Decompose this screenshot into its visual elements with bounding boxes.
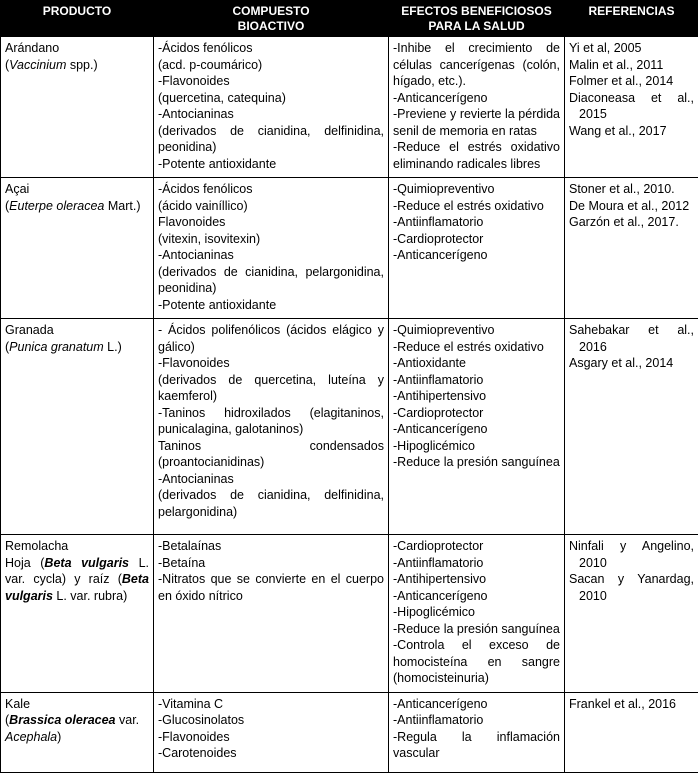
effect-item: -Quimiopreventivo — [393, 181, 560, 198]
effect-item: -Previene y revierte la pérdida senil de memoria en ratas — [393, 106, 560, 139]
effect-item: -Antioxidante — [393, 355, 560, 372]
reference-item: De Moura et al., 2012 — [569, 198, 694, 215]
reference-item: Garzón et al., 2017. — [569, 214, 694, 231]
compounds-cell — [154, 37, 389, 178]
compounds-cell — [154, 178, 389, 319]
table-row — [1, 535, 698, 693]
reference-item: Sahebakar et al., 2016 — [569, 322, 694, 355]
header-line: REFERENCIAS — [569, 4, 694, 19]
effect-item: -Antiinflamatorio — [393, 712, 560, 729]
effect-item: -Regula la inflamación vascular — [393, 729, 560, 762]
effects-cell — [389, 535, 565, 693]
effect-item: -Hipoglicémico — [393, 438, 560, 455]
compound-item: -Ácidos fenólicos — [158, 181, 384, 198]
effect-item: -Anticancerígeno — [393, 247, 560, 264]
header-row — [1, 1, 698, 37]
compounds-cell — [154, 692, 389, 772]
header-line: BIOACTIVO — [158, 19, 384, 34]
effect-item: -Antiinflamatorio — [393, 555, 560, 572]
compound-item: -Flavonoides — [158, 73, 384, 90]
product-name: Granada — [5, 322, 149, 339]
header-line: PARA LA SALUD — [393, 19, 560, 34]
compound-item: -Potente antioxidante — [158, 297, 384, 314]
effect-item: -Quimiopreventivo — [393, 322, 560, 339]
effect-item: -Reduce el estrés oxidativo — [393, 339, 560, 356]
compound-item: -Potente antioxidante — [158, 156, 384, 173]
product-name: Kale — [5, 696, 149, 713]
references-cell — [565, 178, 698, 319]
effect-item: -Anticancerígeno — [393, 421, 560, 438]
effect-item: -Anticancerígeno — [393, 588, 560, 605]
effect-item: -Reduce el estrés oxidativo — [393, 198, 560, 215]
effect-item: -Reduce el estrés oxidativo eliminando radicales libres — [393, 139, 560, 172]
product-cell — [1, 692, 154, 772]
compound-item: -Glucosinolatos — [158, 712, 384, 729]
compound-item: -Betalaínas — [158, 538, 384, 555]
effect-item: -Anticancerígeno — [393, 90, 560, 107]
product-name: Arándano — [5, 40, 149, 57]
effect-item: -Hipoglicémico — [393, 604, 560, 621]
reference-item: Frankel et al., 2016 — [569, 696, 694, 713]
header-referencias — [565, 1, 698, 37]
product-scientific-name: (Punica granatum L.) — [5, 339, 149, 356]
compound-item: (quercetina, catequina) — [158, 90, 384, 107]
product-scientific-name: (Vaccinium spp.) — [5, 57, 149, 74]
compound-item: -Antocianinas — [158, 247, 384, 264]
compound-item: (derivados de cianidina, pelargonidina, peonidina) — [158, 264, 384, 297]
compound-item: Flavonoides — [158, 214, 384, 231]
effect-item: -Anticancerígeno — [393, 696, 560, 713]
effect-item: -Cardioprotector — [393, 231, 560, 248]
product-cell — [1, 319, 154, 535]
effects-cell — [389, 37, 565, 178]
reference-item: Stoner et al., 2010. — [569, 181, 694, 198]
compound-item: (derivados de cianidina, delfinidina, pelargonidina) — [158, 487, 384, 520]
compound-item: (vitexin, isovitexin) — [158, 231, 384, 248]
product-name: Remolacha — [5, 538, 149, 555]
compound-item: (derivados de quercetina, luteína y kaemferol) — [158, 372, 384, 405]
table-row — [1, 37, 698, 178]
compound-item: -Antocianinas — [158, 106, 384, 123]
product-cell — [1, 178, 154, 319]
product-scientific-name: Hoja (Beta vulgaris L. var. cycla) y raíz (Beta vulgaris L. var. rubra) — [5, 555, 149, 605]
reference-item: Asgary et al., 2014 — [569, 355, 694, 372]
effect-item: -Cardioprotector — [393, 538, 560, 555]
effects-cell — [389, 319, 565, 535]
header-efectos-beneficiosos — [389, 1, 565, 37]
compounds-cell — [154, 535, 389, 693]
compounds-cell — [154, 319, 389, 535]
compound-item: (ácido vainíllico) — [158, 198, 384, 215]
effect-item: -Inhibe el crecimiento de células cancerígenas (colón, hígado, etc.). — [393, 40, 560, 90]
table-row — [1, 178, 698, 319]
compound-item: -Carotenoides — [158, 745, 384, 762]
reference-item: Yi et al, 2005 — [569, 40, 694, 57]
compound-item: -Taninos hidroxilados (elagitaninos, punicalagina, galotaninos) — [158, 405, 384, 438]
compound-item: -Flavonoides — [158, 729, 384, 746]
compound-item: - Ácidos polifenólicos (ácidos elágico y gálico) — [158, 322, 384, 355]
compound-item: -Ácidos fenólicos — [158, 40, 384, 57]
compound-item: -Betaína — [158, 555, 384, 572]
references-cell — [565, 319, 698, 535]
effect-item: -Antihipertensivo — [393, 571, 560, 588]
header-line: COMPUESTO — [158, 4, 384, 19]
effect-item: -Cardioprotector — [393, 405, 560, 422]
compound-item: -Flavonoides — [158, 355, 384, 372]
table-row — [1, 319, 698, 535]
references-cell — [565, 535, 698, 693]
effect-item: -Antiinflamatorio — [393, 214, 560, 231]
product-cell — [1, 535, 154, 693]
reference-item: Sacan y Yanardag, 2010 — [569, 571, 694, 604]
effect-item: -Antihipertensivo — [393, 388, 560, 405]
compound-item: Taninos condensados (proantocianidinas) — [158, 438, 384, 471]
reference-item: Ninfali y Angelino, 2010 — [569, 538, 694, 571]
product-cell — [1, 37, 154, 178]
header-producto — [1, 1, 154, 37]
effect-item: -Controla el exceso de homocisteína en sangre (homocisteinuria) — [393, 637, 560, 687]
product-name: Açai — [5, 181, 149, 198]
compound-item: -Nitratos que se convierte en el cuerpo en óxido nítrico — [158, 571, 384, 604]
header-line: PRODUCTO — [5, 4, 149, 19]
product-scientific-name: (Euterpe oleracea Mart.) — [5, 198, 149, 215]
reference-item: Malin et al., 2011 — [569, 57, 694, 74]
reference-item: Folmer et al., 2014 — [569, 73, 694, 90]
effect-item: -Antiinflamatorio — [393, 372, 560, 389]
compound-item: -Vitamina C — [158, 696, 384, 713]
compound-item: (acd. p-coumárico) — [158, 57, 384, 74]
header-compuesto-bioactivo — [154, 1, 389, 37]
compound-item: (derivados de cianidina, delfinidina, peonidina) — [158, 123, 384, 156]
product-scientific-name: (Brassica oleracea var. Acephala) — [5, 712, 149, 745]
references-cell — [565, 37, 698, 178]
table-row — [1, 692, 698, 772]
reference-item: Diaconeasa et al., 2015 — [569, 90, 694, 123]
compound-item: -Antocianinas — [158, 471, 384, 488]
reference-item: Wang et al., 2017 — [569, 123, 694, 140]
effect-item: -Reduce la presión sanguínea — [393, 454, 560, 471]
effect-item: -Reduce la presión sanguínea — [393, 621, 560, 638]
effects-cell — [389, 178, 565, 319]
effects-cell — [389, 692, 565, 772]
references-cell — [565, 692, 698, 772]
header-line: EFECTOS BENEFICIOSOS — [393, 4, 560, 19]
